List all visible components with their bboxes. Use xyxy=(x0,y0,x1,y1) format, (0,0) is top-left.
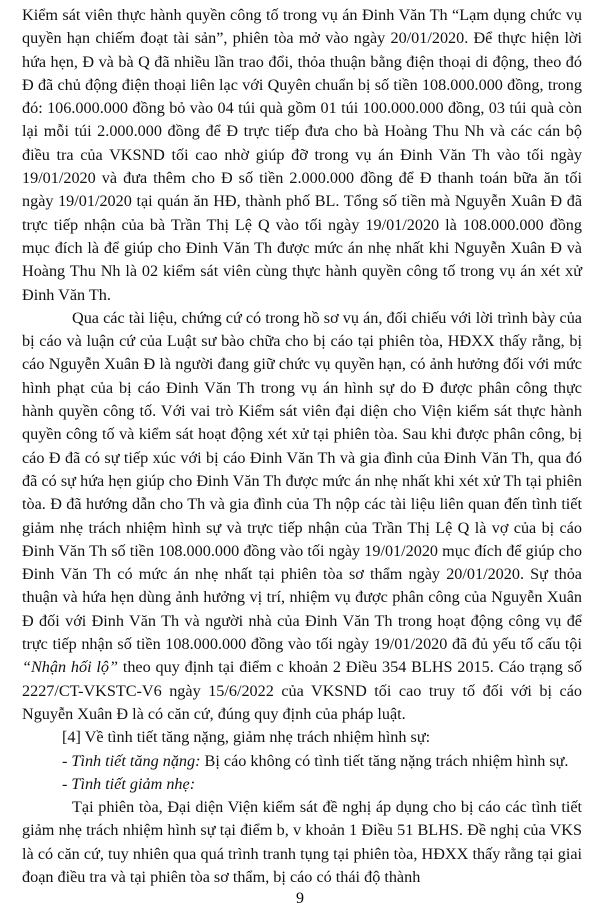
page-number: 9 xyxy=(296,890,304,907)
crime-name: “Nhận hối lộ” xyxy=(22,658,119,677)
aggravating-text: Bị cáo không có tình tiết tăng nặng trách nhiệm hình sự. xyxy=(200,751,569,770)
aggravating-label: - Tình tiết tăng nặng: xyxy=(62,751,201,770)
mitigating-circumstances xyxy=(22,773,582,796)
section-heading: [4] Về tình tiết tăng nặng, giảm nhẹ trách nhiệm hình sự: xyxy=(62,728,431,747)
paragraph-mitigating-details: Tại phiên tòa, Đại diện Viện kiểm sát đề nghị áp dụng cho bị cáo các tình tiết giảm nhẹ trách nhiệm hình sự tại điểm b, v khoản 1 Điều 51 BLHS. Đề nghị của VKS là có căn cứ, tuy nhiên qua quá trình tranh tụng tại phiên tòa, HĐXX thấy rằng tại giai đoạn điều tra và tại phiên tòa sơ thẩm, bị cáo có thái độ thành xyxy=(22,798,582,886)
assessment-text-before: Qua các tài liệu, chứng cứ có trong hồ sơ vụ án, đối chiếu với lời trình bày của bị cáo và luận cứ của Luật sư bào chữa cho bị cáo tại phiên tòa, HĐXX thấy rằng, bị cáo Nguyễn Xuân Đ là người đang giữ chức vụ quyền hạn, có ảnh hưởng đối với mức hình phạt của bị cáo Đinh Văn Th trong vụ án hình sự do Đ được phân công thực hành quyền công tố. Với vai trò Kiểm sát viên đại diện cho Viện kiểm sát thực hành quyền công tố và kiểm sát hoạt động xét xử tại phiên tòa. Sau khi được phân công, bị cáo Đ đã có sự tiếp xúc với bị cáo Đinh Văn Th và gia đình của Đinh Văn Th, qua đó đã có sự hứa hẹn giúp cho Đinh Văn Th được mức án nhẹ nhất khi xét xử Th tại phiên tòa. Đ đã hướng dẫn cho Th và gia đình của Th nộp các tài liệu liên quan đến tình tiết giảm nhẹ trách nhiệm hình sự và trực tiếp nhận của Trần Thị Lệ Q là vợ của bị cáo Đinh Văn Th số tiền 108.000.000 đồng vào tối ngày 19/01/2020 mục đích để giúp cho Đinh Văn Th có mức án nhẹ nhất tại phiên tòa sơ thẩm ngày 20/01/2020. Sự thỏa thuận và hứa hẹn dùng ảnh hưởng vị trí, nhiệm vụ được phân công của Nguyễn Xuân Đ đối với Đinh Văn Th và người nhà của Đinh Văn Th trong hoạt động công vụ để trực tiếp nhận số tiền 108.000.000 đồng vào tối ngày 19/01/2020 đã đủ yếu tố cấu tội xyxy=(22,308,582,654)
paragraph-court-assessment xyxy=(22,307,582,726)
paragraph-case-facts: Kiểm sát viên thực hành quyền công tố trong vụ án Đinh Văn Th “Lạm dụng chức vụ quyền hạn chiếm đoạt tài sản”, phiên tòa mở vào ngày 20/01/2020. Để thực hiện lời hứa hẹn, Đ và bà Q đã nhiều lần trao đổi, thỏa thuận bằng điện thoại di động, theo đó Đ đã chủ động điện thoại liên lạc với Quyên chuẩn bị số tiền 108.000.000 đồng, trong đó: 106.000.000 đồng bỏ vào 04 túi quà gồm 01 túi 100.000.000 đồng, 03 túi quà còn lại mỗi túi 2.000.000 đồng để Đ trực tiếp đưa cho bà Hoàng Thu Nh và các cán bộ điều tra của VKSND tối cao nhờ giúp đỡ trong vụ án Đinh Văn Th vào tối ngày 19/01/2020 và đưa thêm cho Đ số tiền 2.000.000 đồng để Đ thanh toán bữa ăn tối ngày 19/01/2020 tại quán ăn HĐ, thành phố BL. Tổng số tiền mà Nguyễn Xuân Đ đã trực tiếp nhận của bà Trần Thị Lệ Q vào tối ngày 19/01/2020 là 108.000.000 đồng mục đích là để giúp cho Đinh Văn Th được mức án nhẹ nhất khi Nguyễn Xuân Đ và Hoàng Thu Nh là 02 kiểm sát viên cùng thực hành quyền công tố trong vụ án xét xử Đinh Văn Th. xyxy=(22,6,582,304)
mitigating-label: - Tình tiết giảm nhẹ: xyxy=(62,774,196,793)
assessment-text-after: theo quy định tại điểm c khoản 2 Điều 354 BLHS 2015. Cáo trạng số 2227/CT-VKSTC-V6 ngày 15/6/2022 của VKSND tối cao truy tố đối với bị cáo Nguyễn Xuân Đ là có căn cứ, đúng quy định của pháp luật. xyxy=(22,658,582,723)
aggravating-circumstances xyxy=(22,750,582,773)
